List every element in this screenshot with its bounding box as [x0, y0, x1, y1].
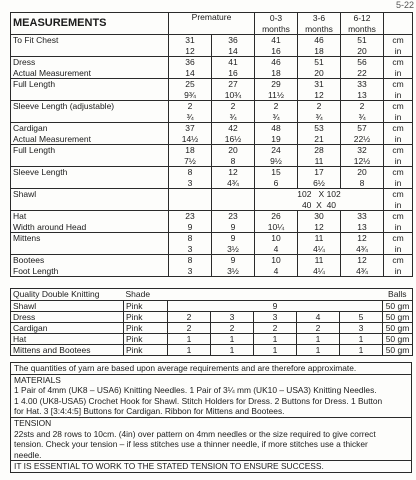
measurement-value: 20 — [341, 46, 384, 57]
measurement-label — [11, 112, 169, 123]
measurement-value: 36 — [169, 57, 212, 68]
measurement-value: 9¾ — [169, 90, 212, 101]
measurement-value: 14 — [212, 46, 255, 57]
yarn-ball-count: 1 — [297, 345, 340, 356]
size-6-12-unit: months — [341, 24, 384, 35]
measurement-value: 11½ — [255, 90, 298, 101]
measurement-value: 12½ — [341, 156, 384, 167]
shawl-unit-cm: cm — [384, 189, 413, 200]
measurement-row — [11, 233, 413, 244]
yarn-row-label: Shawl — [11, 301, 124, 312]
measurement-unit: in — [384, 68, 413, 79]
measurement-value: 15 — [255, 167, 298, 178]
measurement-row — [11, 244, 413, 255]
measurement-value: 12 — [298, 222, 341, 233]
measurement-row — [11, 68, 413, 79]
measurement-value: 22 — [341, 68, 384, 79]
measurement-value: 26 — [255, 211, 298, 222]
measurement-row — [11, 145, 413, 156]
size-3-6-unit: months — [298, 24, 341, 35]
measurement-value: 3 — [169, 244, 212, 255]
tension-line: tension. Check your tension – if less stitches use a thinner needle, if more stitches use a thicker — [14, 439, 368, 450]
measurement-value: 14½ — [169, 134, 212, 145]
yarn-row — [11, 323, 413, 334]
measurement-value: 31 — [298, 79, 341, 90]
measurement-value: 41 — [255, 35, 298, 46]
yarn-ball-count: 1 — [168, 345, 211, 356]
yarn-ball-count: 3 — [340, 323, 383, 334]
measurement-label — [11, 178, 169, 189]
measurement-value: 3½ — [212, 266, 255, 277]
measurement-value: 25 — [169, 79, 212, 90]
measurement-value: 24 — [255, 145, 298, 156]
yarn-quality-table — [10, 288, 413, 356]
materials-line: 1 4.00 (UK8-USA5) Crochet Hook for Shawl. Stitch Holders for Dress. 2 Buttons for Dress. 1 Button — [14, 395, 383, 406]
measurement-row — [11, 255, 413, 266]
shawl-x: X — [318, 189, 325, 199]
yarn-ball-count: 1 — [340, 345, 383, 356]
yarn-ball-count: 1 — [254, 334, 297, 345]
measurement-value: 11 — [298, 255, 341, 266]
measurement-value: 14 — [169, 68, 212, 79]
measurement-value: 41 — [212, 57, 255, 68]
measurement-value: 4¾ — [341, 244, 384, 255]
measurement-value: 51 — [298, 57, 341, 68]
shawl-cm-b: 102 — [326, 189, 341, 199]
yarn-row-weight: 50 gm — [383, 323, 413, 334]
measurement-row — [11, 46, 413, 57]
measurement-value: 11 — [298, 156, 341, 167]
yarn-ball-count: 1 — [254, 345, 297, 356]
yarn-row-shade: Pink — [124, 334, 168, 345]
measurement-value: 9 — [169, 222, 212, 233]
measurement-unit: in — [384, 156, 413, 167]
measurement-value: 33 — [341, 79, 384, 90]
measurement-value: 18 — [298, 46, 341, 57]
yarn-row-weight: 50 gm — [383, 301, 413, 312]
measurement-value: 2 — [341, 101, 384, 112]
measurement-value: 2 — [212, 101, 255, 112]
measurement-value: 32 — [341, 145, 384, 156]
essential-note: IT IS ESSENTIAL TO WORK TO THE STATED TENSION TO ENSURE SUCCESS. — [11, 460, 411, 472]
yarn-row-label: Hat — [11, 334, 124, 345]
yarn-row — [11, 334, 413, 345]
measurement-value: 12 — [212, 167, 255, 178]
yarn-row-shade: Pink — [124, 312, 168, 323]
measurement-value: 16 — [212, 68, 255, 79]
yarn-row-weight: 50 gm — [383, 345, 413, 356]
corner-mark: 5-22 — [395, 0, 414, 10]
measurement-value: 6½ — [298, 178, 341, 189]
measurement-value: 23 — [169, 211, 212, 222]
measurement-value: 11 — [298, 233, 341, 244]
tension-heading: TENSION — [11, 417, 411, 429]
measurement-row — [11, 79, 413, 90]
measurement-value: 10 — [255, 255, 298, 266]
measurement-value: 19 — [255, 134, 298, 145]
shawl-cm-a: 102 — [297, 189, 312, 199]
measurement-value: 4¾ — [212, 178, 255, 189]
yarn-ball-count: 5 — [340, 312, 383, 323]
measurement-value: 3½ — [212, 244, 255, 255]
measurement-value: ¾ — [341, 112, 384, 123]
measurement-value: 16½ — [212, 134, 255, 145]
yarn-row-label: Cardigan — [11, 323, 124, 334]
measurement-value: 51 — [341, 35, 384, 46]
balls-header: Balls — [383, 289, 413, 301]
size-0-3-unit: months — [255, 24, 298, 35]
yarn-row-weight: 50 gm — [383, 312, 413, 323]
size-premature: Premature — [169, 13, 255, 35]
measurement-value: 29 — [255, 79, 298, 90]
measurement-value: 10¼ — [255, 222, 298, 233]
yarn-row-shade: Pink — [124, 323, 168, 334]
measurement-row — [11, 134, 413, 145]
measurement-value: 3 — [169, 266, 212, 277]
measurement-unit: cm — [384, 211, 413, 222]
measurement-value: ¾ — [255, 112, 298, 123]
measurement-unit: cm — [384, 167, 413, 178]
measurement-row — [11, 101, 413, 112]
yarn-row — [11, 312, 413, 323]
yarn-ball-count: 4 — [297, 312, 340, 323]
measurement-value: 3 — [169, 178, 212, 189]
measurements-title: MEASUREMENTS — [11, 13, 169, 35]
yarn-row — [11, 345, 413, 356]
yarn-ball-count: 2 — [211, 323, 254, 334]
measurement-value: 12 — [341, 255, 384, 266]
measurement-unit: cm — [384, 79, 413, 90]
measurement-row — [11, 167, 413, 178]
measurement-label: Full Length — [11, 79, 169, 90]
yarn-row-label: Dress — [11, 312, 124, 323]
measurement-unit: in — [384, 112, 413, 123]
shawl-balls: 9 — [168, 301, 383, 312]
measurement-value: 6 — [255, 178, 298, 189]
yarn-row-weight: 50 gm — [383, 334, 413, 345]
measurement-row — [11, 35, 413, 46]
materials-line: 1 Pair of 4mm (UK8 – USA6) Knitting Needles. 1 Pair of 3¼ mm (UK10 – USA3) Knitting Needles. — [14, 385, 377, 396]
shawl-unit-in: in — [384, 200, 413, 211]
yarn-ball-count: 1 — [340, 334, 383, 345]
measurement-value: 13 — [341, 90, 384, 101]
measurement-value: 48 — [255, 123, 298, 134]
measurement-value: 46 — [255, 57, 298, 68]
measurement-label: To Fit Chest — [11, 35, 169, 46]
measurement-value: 9 — [212, 255, 255, 266]
approx-note: The quantities of yarn are based upon average requirements and are therefore approximate. — [14, 363, 357, 373]
measurement-value: 8 — [212, 156, 255, 167]
measurement-unit: cm — [384, 233, 413, 244]
measurement-value: 42 — [212, 123, 255, 134]
yarn-row-shade: Pink — [124, 345, 168, 356]
yarn-ball-count: 1 — [211, 334, 254, 345]
measurement-row — [11, 90, 413, 101]
measurement-value: 30 — [298, 211, 341, 222]
measurement-label — [11, 244, 169, 255]
measurement-value: 20 — [298, 68, 341, 79]
measurement-value: 2 — [298, 101, 341, 112]
yarn-ball-count: 3 — [254, 312, 297, 323]
quality-header: Quality Double Knitting — [11, 289, 124, 301]
measurement-value: 12 — [298, 90, 341, 101]
measurement-value: 46 — [298, 35, 341, 46]
measurement-value: 37 — [169, 123, 212, 134]
measurement-value: 17 — [298, 167, 341, 178]
yarn-ball-count: 1 — [168, 334, 211, 345]
measurement-unit: in — [384, 134, 413, 145]
measurement-value: 8 — [169, 167, 212, 178]
measurement-value: 8 — [169, 233, 212, 244]
measurement-unit: in — [384, 178, 413, 189]
measurement-label: Dress — [11, 57, 169, 68]
measurement-value: ¾ — [298, 112, 341, 123]
measurement-unit: in — [384, 244, 413, 255]
measurement-row — [11, 211, 413, 222]
measurement-row — [11, 178, 413, 189]
measurement-value: 36 — [212, 35, 255, 46]
measurement-unit: cm — [384, 35, 413, 46]
measurement-value: 20 — [212, 145, 255, 156]
pattern-notes — [10, 362, 412, 473]
measurement-value: 4¾ — [341, 266, 384, 277]
measurement-value: ¾ — [212, 112, 255, 123]
yarn-ball-count: 1 — [211, 345, 254, 356]
measurement-label — [11, 90, 169, 101]
measurement-label — [11, 46, 169, 57]
yarn-row-shade: Pink — [124, 301, 168, 312]
measurement-value: 53 — [298, 123, 341, 134]
measurement-value: 33 — [341, 211, 384, 222]
measurement-value: 27 — [212, 79, 255, 90]
measurement-value: 4¼ — [298, 244, 341, 255]
measurement-value: 22½ — [341, 134, 384, 145]
materials-heading: MATERIALS — [11, 374, 411, 386]
measurement-value: 4¼ — [298, 266, 341, 277]
measurement-label: Actual Measurement — [11, 134, 169, 145]
measurement-value: 4 — [255, 244, 298, 255]
measurement-unit: in — [384, 266, 413, 277]
yarn-ball-count: 2 — [168, 312, 211, 323]
yarn-row-label: Mittens and Bootees — [11, 345, 124, 356]
measurement-label: Foot Length — [11, 266, 169, 277]
measurement-label: Mittens — [11, 233, 169, 244]
measurement-value: 9 — [212, 233, 255, 244]
measurement-value: 2 — [169, 101, 212, 112]
measurement-value: 31 — [169, 35, 212, 46]
measurement-unit: cm — [384, 255, 413, 266]
measurement-value: 23 — [212, 211, 255, 222]
measurement-value: 8 — [341, 178, 384, 189]
measurement-value: 4 — [255, 266, 298, 277]
size-0-3: 0-3 — [255, 13, 298, 24]
measurement-value: 10 — [255, 233, 298, 244]
yarn-ball-count: 2 — [297, 323, 340, 334]
measurement-value: 13 — [341, 222, 384, 233]
shawl-in-a: 40 — [301, 199, 312, 210]
measurement-label: Cardigan — [11, 123, 169, 134]
size-6-12: 6-12 — [341, 13, 384, 24]
size-3-6: 3-6 — [298, 13, 341, 24]
measurement-label: Actual Measurement — [11, 68, 169, 79]
measurement-label: Width around Head — [11, 222, 169, 233]
measurement-value: 2 — [255, 101, 298, 112]
measurement-value: 10¾ — [212, 90, 255, 101]
measurement-unit: cm — [384, 145, 413, 156]
measurement-label: Bootees — [11, 255, 169, 266]
yarn-ball-count: 3 — [211, 312, 254, 323]
measurement-value: 18 — [255, 68, 298, 79]
measurement-row — [11, 222, 413, 233]
measurement-value: 56 — [341, 57, 384, 68]
shawl-x-in: X — [316, 199, 322, 210]
tension-line: needle. — [14, 449, 42, 460]
measurement-value: 7½ — [169, 156, 212, 167]
measurement-label: Full Length — [11, 145, 169, 156]
measurement-row — [11, 57, 413, 68]
measurement-value: 57 — [341, 123, 384, 134]
measurement-label: Sleeve Length — [11, 167, 169, 178]
materials-line: for Hat. 3 [3:4:4:5] Buttons for Cardigan. Ribbon for Mittens and Bootees. — [14, 406, 285, 417]
measurement-value: 18 — [169, 145, 212, 156]
measurement-value: 8 — [169, 255, 212, 266]
measurement-value: 16 — [255, 46, 298, 57]
measurement-label — [11, 156, 169, 167]
measurement-value: 12 — [169, 46, 212, 57]
shawl-label: Shawl — [11, 189, 169, 200]
yarn-ball-count: 1 — [297, 334, 340, 345]
measurement-row — [11, 156, 413, 167]
measurement-unit: cm — [384, 57, 413, 68]
yarn-ball-count: 2 — [254, 323, 297, 334]
measurements-table — [10, 12, 413, 277]
measurement-label: Sleeve Length (adjustable) — [11, 101, 169, 112]
measurement-value: 9½ — [255, 156, 298, 167]
measurement-value: 20 — [341, 167, 384, 178]
measurement-unit: cm — [384, 123, 413, 134]
measurement-value: 12 — [341, 233, 384, 244]
measurement-unit: in — [384, 46, 413, 57]
measurement-value: 9 — [212, 222, 255, 233]
yarn-ball-count: 2 — [168, 323, 211, 334]
measurement-row — [11, 123, 413, 134]
measurement-value: 28 — [298, 145, 341, 156]
measurement-value: 21 — [298, 134, 341, 145]
measurement-value: ¾ — [169, 112, 212, 123]
measurement-row — [11, 266, 413, 277]
measurement-unit: in — [384, 90, 413, 101]
measurement-row — [11, 112, 413, 123]
measurement-unit: cm — [384, 101, 413, 112]
shawl-in-b: 40 — [326, 199, 337, 210]
measurement-unit: in — [384, 222, 413, 233]
measurement-label: Hat — [11, 211, 169, 222]
tension-line: 22sts and 28 rows to 10cm. (4in) over pattern on 4mm needles or the size required to give correct — [14, 428, 376, 439]
shade-header: Shade — [124, 289, 168, 301]
